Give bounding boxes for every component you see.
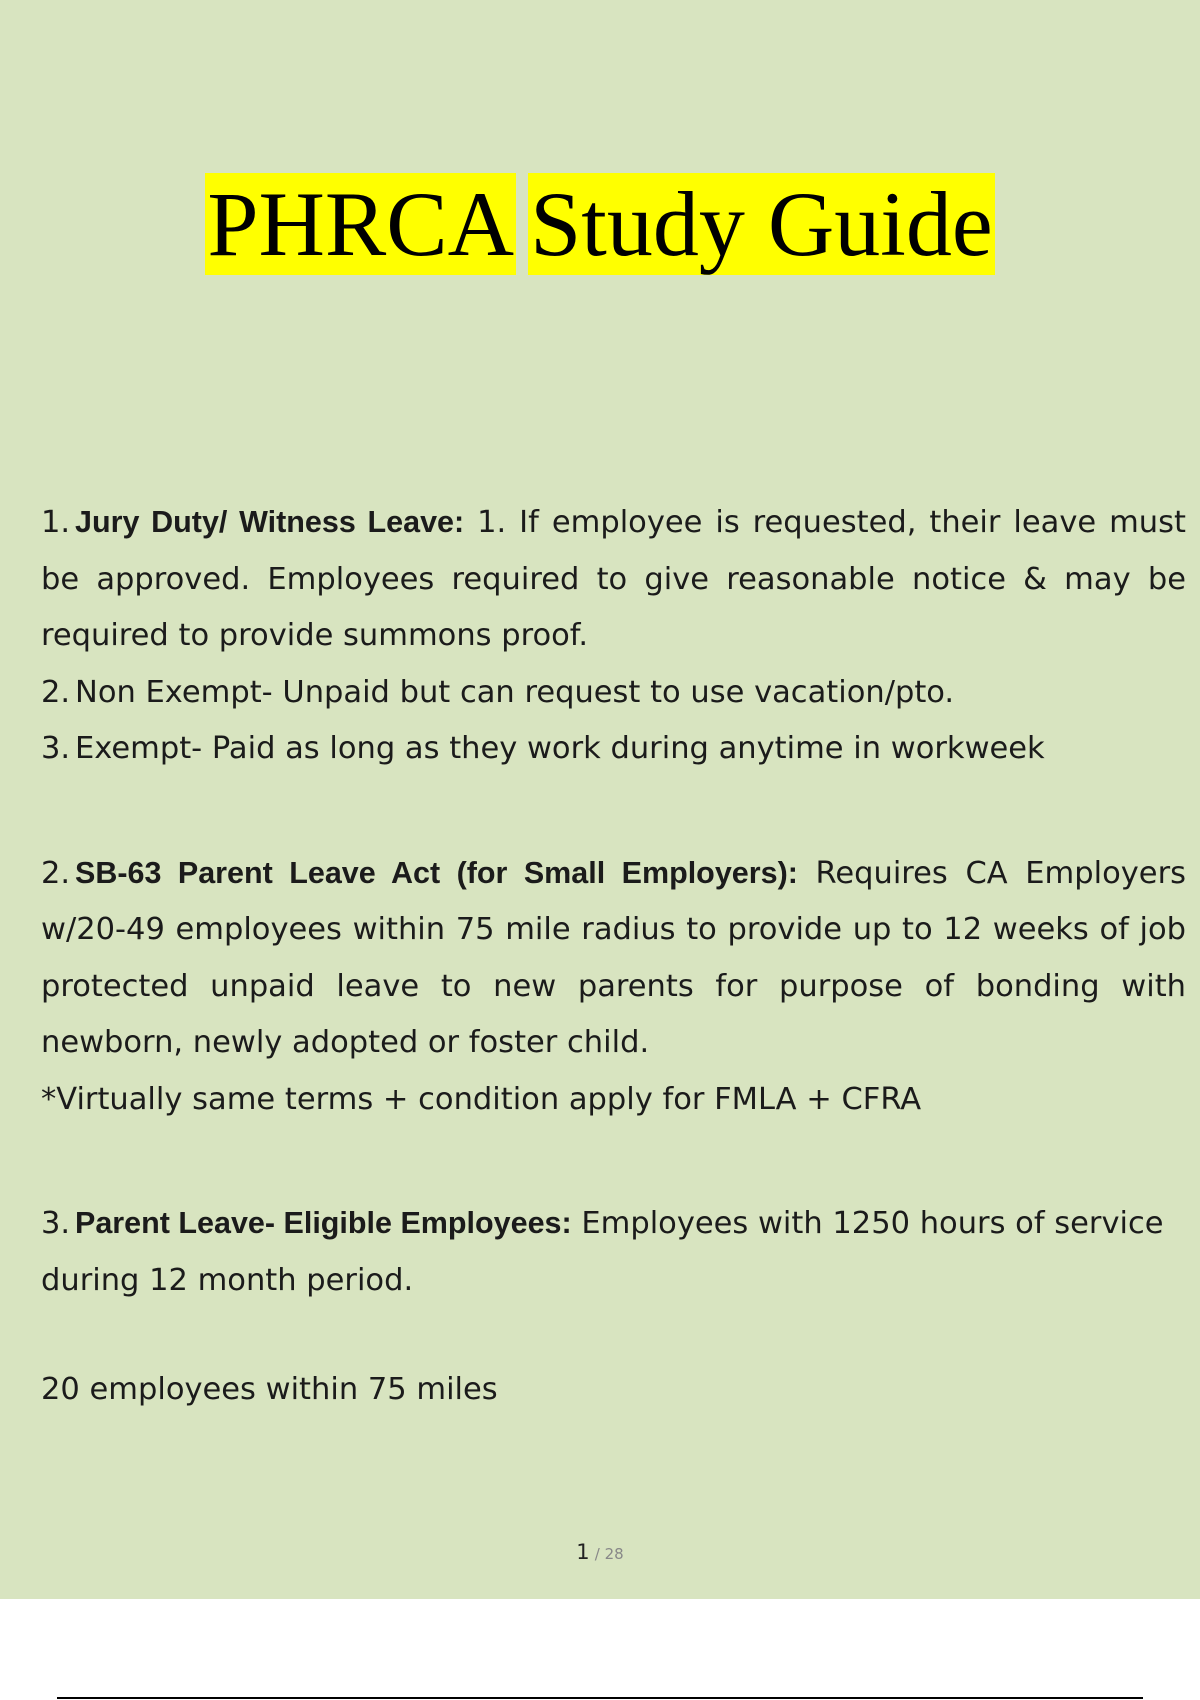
section-2-note: *Virtually same terms + condition apply for FMLA + CFRA <box>41 1081 922 1117</box>
section-1-number: 1. <box>41 505 71 540</box>
section-3-extra: 20 employees within 75 miles <box>41 1372 498 1407</box>
spacer <box>41 1309 1186 1362</box>
section-2-paragraph <box>41 845 1186 1072</box>
section-2-heading: SB-63 Parent Leave Act (for Small Employers): <box>75 855 798 890</box>
section-1-line-3-number: 3. <box>41 731 71 766</box>
section-1-paragraph <box>41 494 1186 665</box>
page-number <box>0 1540 1200 1564</box>
title-highlight-phrca: PHRCA <box>207 173 515 275</box>
section-3-paragraph <box>41 1195 1186 1309</box>
section-3-intro: Employees with 1250 hours of service during 12 month period. <box>41 1206 1164 1298</box>
spacer <box>41 1128 1186 1195</box>
section-3-heading: Parent Leave- Eligible Employees: <box>75 1206 572 1240</box>
section-1-line-3-text: Exempt- Paid as long as they work during anytime in workweek <box>75 731 1045 766</box>
section-2-number: 2. <box>41 855 71 891</box>
section-2-intro: Requires CA Employers w/20-49 employees within 75 mile radius to provide up to 12 weeks of job protected unpaid leave to new parents for purpose of bonding with newborn, newly adopted or foster child. <box>41 855 1186 1060</box>
page-number-total: / 28 <box>594 1545 624 1563</box>
section-1-line-3 <box>41 721 1186 778</box>
section-1-line-2 <box>41 665 1186 722</box>
title-block <box>0 168 1200 280</box>
spacer <box>41 778 1186 845</box>
section-3-number: 3. <box>41 1206 71 1241</box>
section-1-intro: 1. If employee is requested, their leave must be approved. Employees required to give reasonable notice & may be required to provide summons proof. <box>41 505 1186 653</box>
page-number-current: 1 <box>576 1540 590 1564</box>
page-divider-line <box>57 1697 1143 1699</box>
document-body <box>41 494 1186 1419</box>
page-title <box>205 173 994 275</box>
section-1-line-2-text: Non Exempt- Unpaid but can request to use vacation/pto. <box>75 674 955 710</box>
section-1-heading: Jury Duty/ Witness Leave: <box>75 505 465 539</box>
title-highlight-study-guide: Study Guide <box>530 173 993 275</box>
section-1-line-2-number: 2. <box>41 674 71 710</box>
